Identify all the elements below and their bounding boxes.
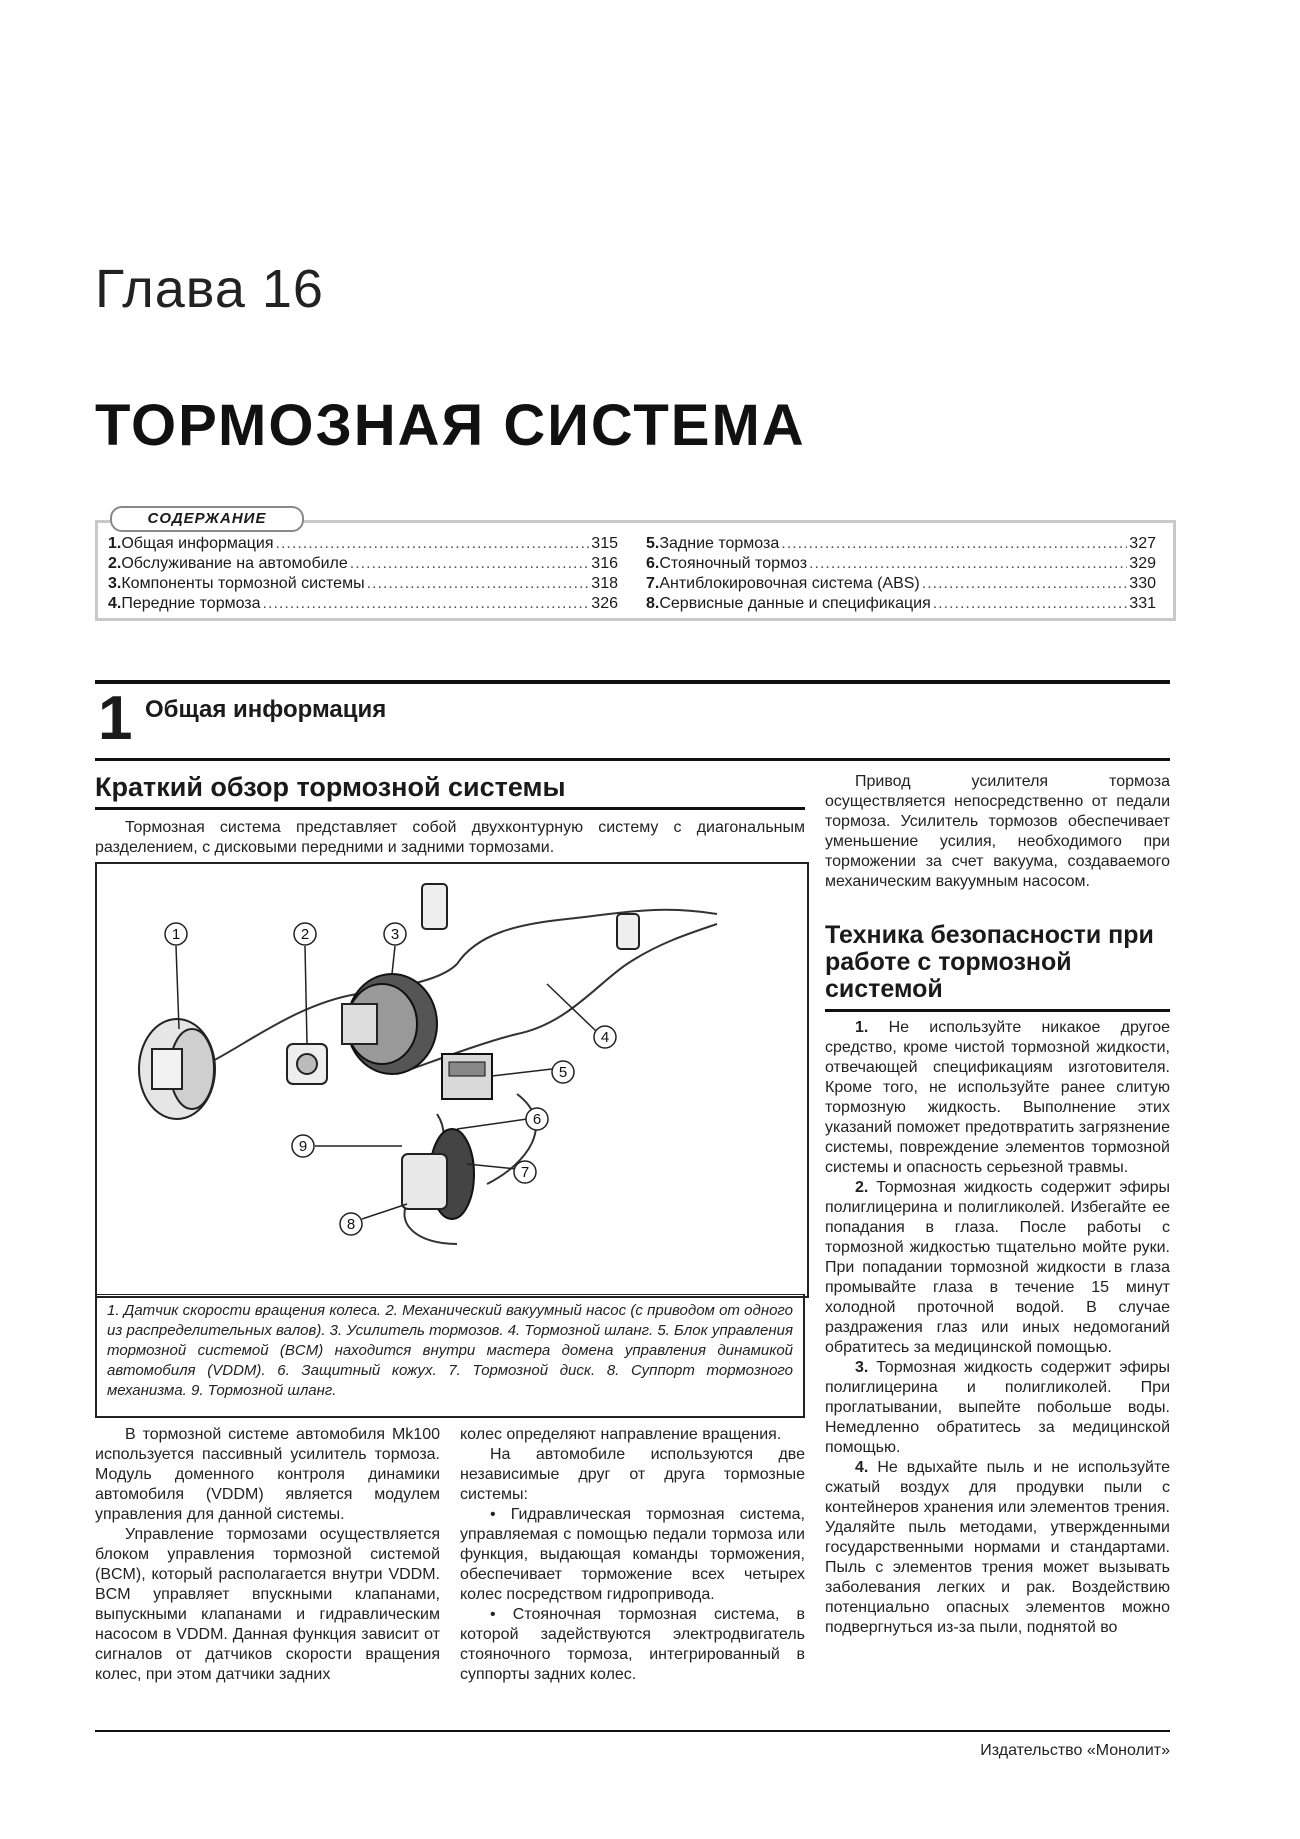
contents-column-left [108,534,618,614]
callout-5 [552,1061,574,1083]
safety-item [825,1358,1170,1458]
svg-text:2: 2 [300,926,310,943]
toc-item[interactable] [646,554,1156,574]
brake-line-upper [397,924,717,1074]
diagram-svg [97,864,807,1296]
bullet-item: • Стояночная тормозная система, в которой задействуются электродвигатель стояночного тормоза, интегрированный в суппорты задних колес. [460,1606,805,1683]
rear-brake-disc [402,1129,474,1219]
safety-title: Техника безопасности при работе с тормозной системой [825,921,1154,1003]
text-column-left [95,1425,440,1685]
svg-text:4: 4 [600,1029,610,1046]
toc-item-number: 3. [108,575,122,592]
toc-item-number: 8. [646,595,660,612]
safety-item [825,1018,1170,1178]
callout-6 [526,1108,548,1130]
contents-column-right [646,534,1156,614]
toc-item-page: 315 [591,535,618,552]
overview-underline [95,807,805,810]
safety-item [825,1178,1170,1358]
toc-item-label: Антиблокировочная система (ABS) [659,575,920,592]
toc-item[interactable] [646,574,1156,594]
safety-item-text: Тормозная жидкость содержит эфиры полиглицерина и полигликолей. При проглатывании, выпейте побольше воды. Немедленно обратитесь за медицинской помощью. [825,1359,1170,1456]
safety-item-text: Не используйте никакое другое средство, кроме чистой тормозной жидкости, отвечающей спецификациям изготовителя. Кроме того, не используйте ранее слитую тормозную жидкость. Выполнение этих указаний поможет предотвратить загрязнение системы, повреждение элементов тормозной системы и опасность серьезной травмы. [825,1019,1170,1176]
safety-item [825,1458,1170,1638]
brake-booster [342,974,437,1074]
toc-item[interactable] [108,574,618,594]
toc-item[interactable] [646,594,1156,614]
overview-intro: Тормозная система представляет собой двухконтурную систему с диагональным разделением, с дисковыми передними и задними тормозами. [95,819,805,856]
chapter-label: Глава 16 [95,259,324,319]
brake-system-diagram [95,862,809,1298]
paragraph: Привод усилителя тормоза осуществляется непосредственно от педали тормоза. Усилитель тормозов обеспечивает уменьшение усилия, необходимого при торможении за счет вакуума, создаваемого механическим вакуумным насосом. [825,773,1170,890]
paragraph: Управление тормозами осуществляется блоком управления тормозной системой (BCM), который располагается внутри VDDM. BCM управляет впускными клапанами, выпускными клапанами и гидравлическим насосом в VDDM. Данная функция зависит от сигналов от датчиков скорости вращения колес, при этом датчики задних [95,1526,440,1683]
contents-label: СОДЕРЖАНИЕ [110,506,304,532]
toc-item-page: 327 [1129,535,1156,552]
toc-item[interactable] [108,554,618,574]
text-column-middle [460,1425,805,1685]
brake-line-main [207,910,717,1064]
toc-item-label: Сервисные данные и спецификация [659,595,931,612]
svg-text:3: 3 [390,926,400,943]
bullet-item: • Гидравлическая тормозная система, управляемая с помощью педали тормоза или функция, выдающая команды торможения, обеспечивает торможение всех четырех колес посредством гидропривода. [460,1506,805,1603]
toc-item-number: 5. [646,535,660,552]
svg-text:5: 5 [558,1064,568,1081]
section-title: Общая информация [145,696,387,723]
safety-item-number: 2. [855,1179,869,1196]
toc-item-label: Задние тормоза [659,535,780,552]
callout-3 [384,923,406,945]
toc-item-number: 6. [646,555,660,572]
callout-4 [594,1026,616,1048]
toc-item-page: 329 [1129,555,1156,572]
safety-item-text: Не вдыхайте пыль и не используйте сжатый воздух для продувки пыли с контейнеров хранения или элементов трения. Удаляйте пыль методами, утвержденными государственными нормами и стандартами. Пыль с элементов трения может вызывать заболевания легких и рак. Воздействию потенциально опасных элементов можно подвергнуться из-за пыли, поднятой во [825,1459,1170,1636]
toc-item-page: 318 [591,575,618,592]
toc-item-page: 326 [591,595,618,612]
section-number: 1 [98,684,133,753]
figure-caption: 1. Датчик скорости вращения колеса. 2. Механический вакуумный насос (с приводом от одного из распределительных валов). 3. Усилитель тормозов. 4. Тормозной шланг. 5. Блок управления тормозной системой (BCM) находится внутри мастера домена управления динамикой автомобиля (VDDM). 6. Защитный кожух. 7. Тормозной диск. 8. Суппорт тормозного механизма. 9. Тормозной шланг. [95,1294,805,1418]
callout-9 [292,1135,314,1157]
callout-7 [514,1161,536,1183]
paragraph: колес определяют направление вращения. [460,1426,782,1443]
toc-item-page: 316 [591,555,618,572]
svg-text:7: 7 [520,1164,530,1181]
callout-2 [294,923,316,945]
toc-item-label: Передние тормоза [121,595,261,612]
front-brake-disc [139,1019,215,1119]
safety-item-number: 4. [855,1459,869,1476]
toc-item-number: 1. [108,535,122,552]
text-column-right [825,772,1170,1638]
paragraph: В тормозной системе автомобиля Mk100 используется пассивный усилитель тормоза. Модуль доменного контроля динамики автомобиля (VDDM) является модулем управления для данной системы. [95,1426,440,1523]
svg-text:6: 6 [532,1111,542,1128]
toc-item[interactable] [108,594,618,614]
svg-text:9: 9 [298,1138,308,1155]
pedal-assembly [422,884,639,949]
safety-item-number: 1. [855,1019,869,1036]
safety-underline [825,1009,1170,1012]
toc-item-label: Общая информация [121,535,274,552]
safety-item-number: 3. [855,1359,869,1376]
toc-item-number: 2. [108,555,122,572]
publisher-footer: Издательство «Монолит» [980,1742,1170,1759]
overview-title: Краткий обзор тормозной системы [95,772,566,802]
toc-item-label: Компоненты тормозной системы [121,575,365,592]
toc-item[interactable] [108,534,618,554]
toc-item-label: Обслуживание на автомобиле [121,555,348,572]
safety-item-text: Тормозная жидкость содержит эфиры полиглицерина и полигликолей. Избегайте ее попадания в глаза. После работы с тормозной жидкостью тщательно мойте руки. При попадании тормозной жидкости в глаза промывайте глаза в течение 15 минут холодной проточной водой. В случае раздражения глаз или иных недомоганий обратитесь за медицинской помощью. [825,1179,1170,1356]
toc-item-page: 330 [1129,575,1156,592]
svg-text:1: 1 [171,926,181,943]
bcm-module [442,1054,492,1099]
svg-text:8: 8 [346,1216,356,1233]
toc-item-number: 4. [108,595,122,612]
callout-8 [340,1213,362,1235]
toc-item-number: 7. [646,575,660,592]
toc-item-page: 331 [1129,595,1156,612]
section-bottom-rule [95,758,1170,761]
vacuum-pump [287,1044,327,1084]
page-title: ТОРМОЗНАЯ СИСТЕМА [95,393,806,458]
paragraph: На автомобиле используются две независимые друг от друга тормозные системы: [460,1446,805,1503]
toc-item-label: Стояночный тормоз [659,555,808,572]
toc-item[interactable] [646,534,1156,554]
callout-1 [165,923,187,945]
footer-rule [95,1730,1170,1732]
section-top-rule [95,680,1170,684]
